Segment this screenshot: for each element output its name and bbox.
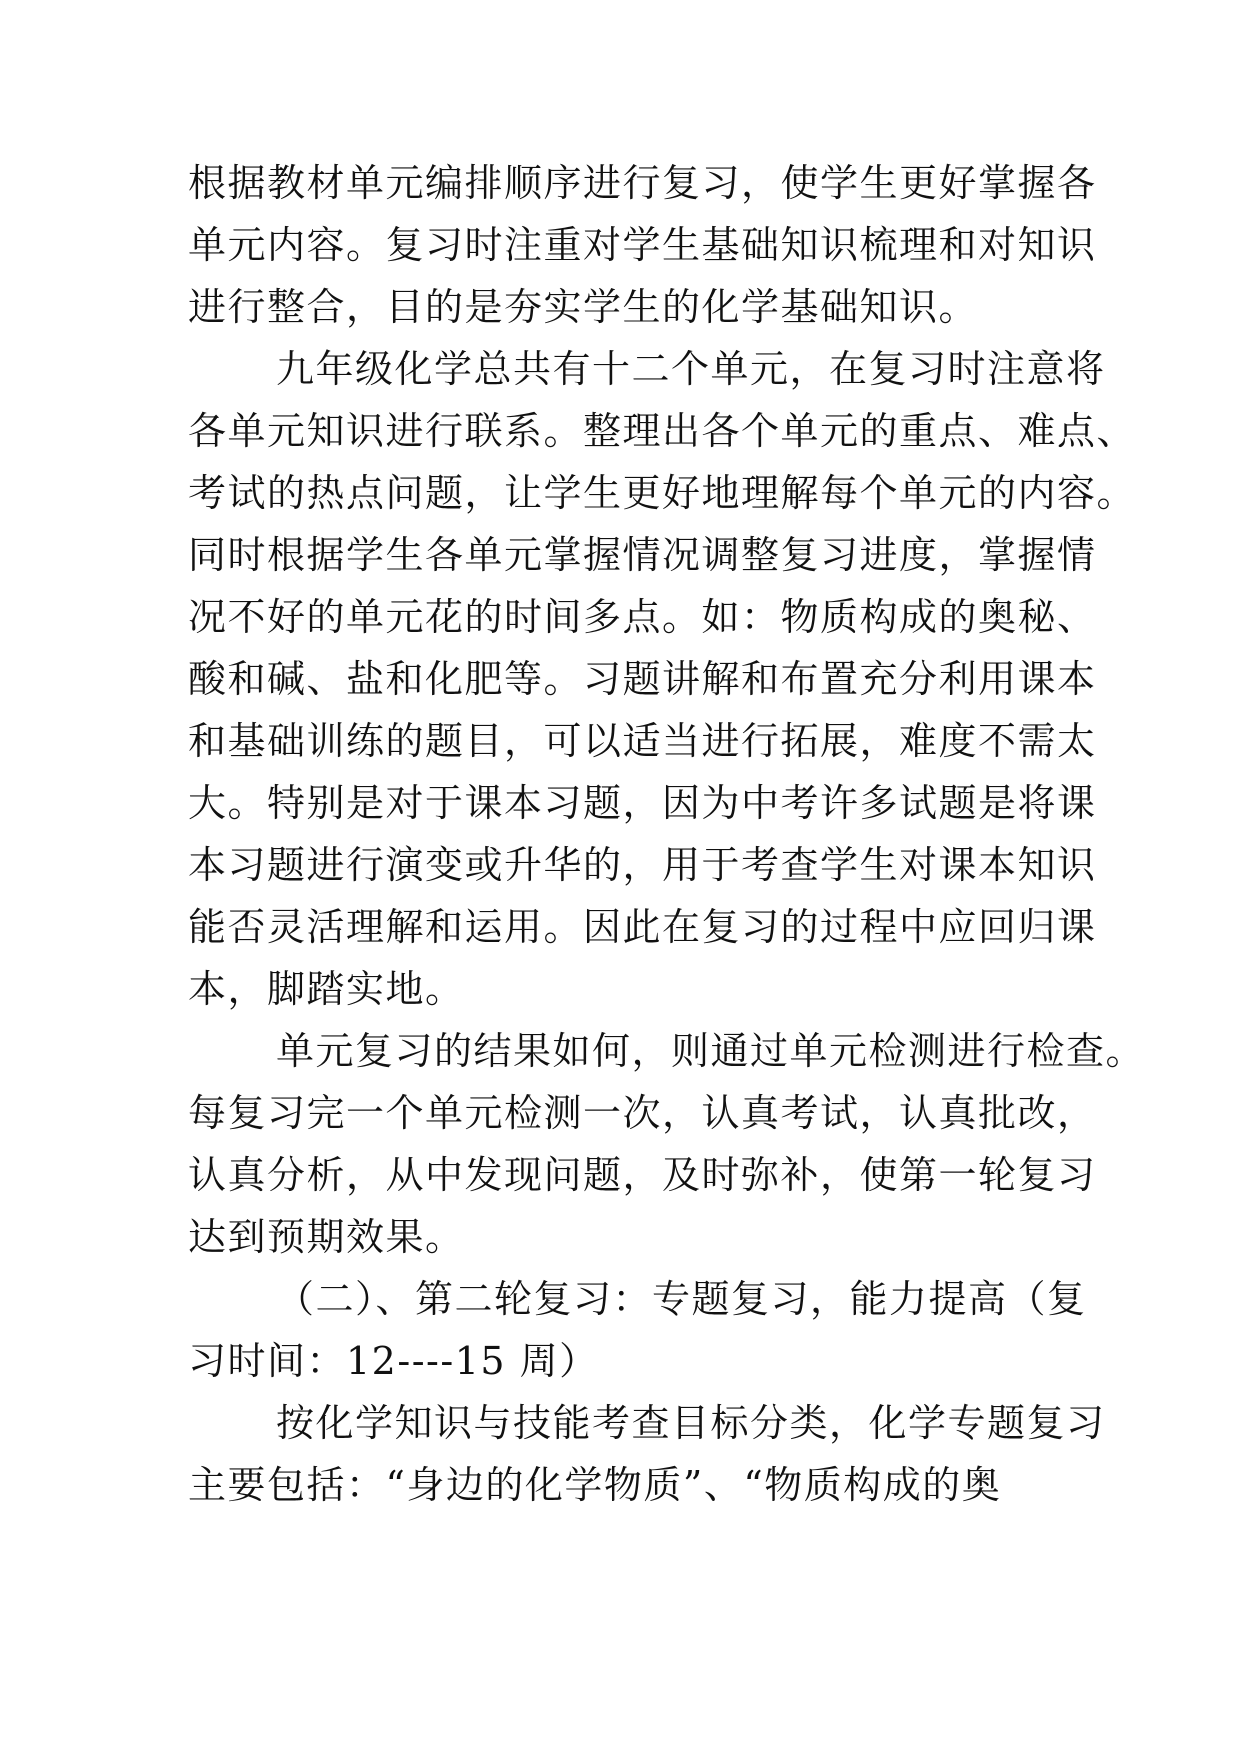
document-body <box>188 152 1146 1516</box>
text-line: 本，脚踏实地。 <box>188 967 465 1011</box>
text-line: 各单元知识进行联系。整理出各个单元的重点、难点、 <box>188 409 1137 453</box>
section-heading-line: （二）、第二轮复习：专题复习，能力提高（复 <box>276 1277 1087 1321</box>
text-line: 和基础训练的题目，可以适当进行拓展，难度不需太 <box>188 719 1097 763</box>
text-line: 同时根据学生各单元掌握情况调整复习进度，掌握情 <box>188 533 1097 577</box>
text-line: 单元内容。复习时注重对学生基础知识梳理和对知识 <box>188 223 1097 267</box>
text-line: 每复习完一个单元检测一次，认真考试，认真批改， <box>188 1091 1097 1135</box>
paragraph-start-line: 单元复习的结果如何，则通过单元检测进行检查。 <box>276 1029 1146 1073</box>
text-line: 进行整合，目的是夯实学生的化学基础知识。 <box>188 285 979 329</box>
paragraph-start-line: 按化学知识与技能考查目标分类，化学专题复习 <box>276 1401 1106 1445</box>
text-line: 能否灵活理解和运用。因此在复习的过程中应回归课 <box>188 905 1097 949</box>
text-line: 大。特别是对于课本习题，因为中考许多试题是将课 <box>188 781 1097 825</box>
text-line: 认真分析，从中发现问题，及时弥补，使第一轮复习 <box>188 1153 1097 1197</box>
text-line: 根据教材单元编排顺序进行复习，使学生更好掌握各 <box>188 161 1097 205</box>
text-line: 本习题进行演变或升华的，用于考查学生对课本知识 <box>188 843 1097 887</box>
text-line: 况不好的单元花的时间多点。如：物质构成的奥秘、 <box>188 595 1097 639</box>
text-line: 考试的热点问题，让学生更好地理解每个单元的内容。 <box>188 471 1137 515</box>
paragraph-start-line: 九年级化学总共有十二个单元，在复习时注意将 <box>276 347 1106 391</box>
text-line: 主要包括：“身边的化学物质”、“物质构成的奥 <box>188 1463 1002 1507</box>
text-line: 酸和碱、盐和化肥等。习题讲解和布置充分利用课本 <box>188 657 1097 701</box>
section-heading-line: 习时间：12----15 周） <box>188 1339 599 1383</box>
text-line: 达到预期效果。 <box>188 1215 465 1259</box>
